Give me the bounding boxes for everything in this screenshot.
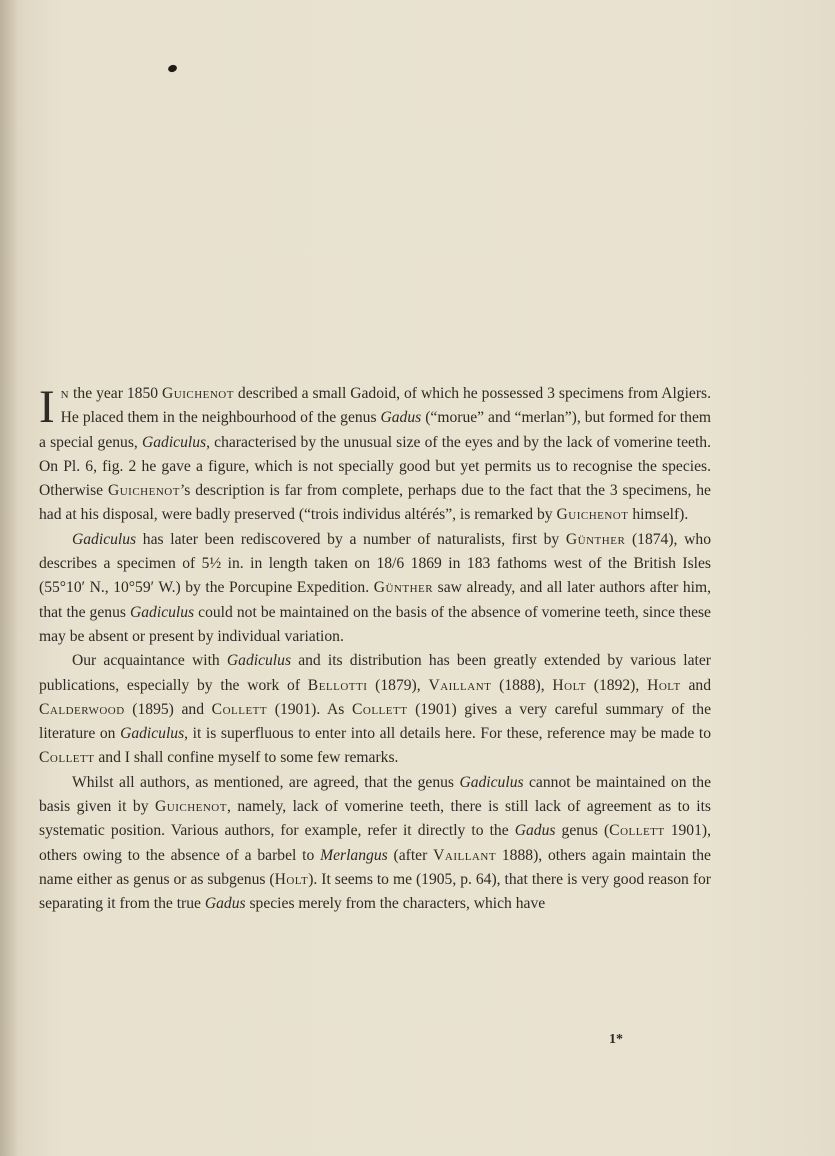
author-name: Guichenot (162, 385, 234, 402)
text-run: described a small Gadoid, of which he possessed 3 specimens from Algiers. He placed them in the neighbourhood of the genus (60, 385, 711, 427)
text-run: 1901), others owing to the absence of a barbel to (39, 822, 711, 864)
text-run: (1892), (586, 676, 648, 694)
author-name: Vaillant (428, 676, 492, 694)
text-run: n (60, 385, 70, 402)
spine-shadow (0, 0, 18, 1156)
genus-name: Gadiculus (459, 773, 524, 791)
paragraph (39, 528, 711, 649)
text-run: cannot be maintained on the basis given it by (39, 773, 712, 816)
text-run: , it is superfluous to enter into all details here. For these, reference may be made to (184, 725, 711, 743)
text-run: , namely, lack of vomerine teeth, there is still lack of agreement as to its systematic position. Various authors, for example, refer it directly to the (39, 798, 712, 840)
author-name: Günther (565, 530, 626, 548)
text-run: (1901) gives a very careful summary of the literature on (39, 700, 711, 743)
text-run: 1888), others again maintain the name either as genus or as subgenus ( (39, 846, 711, 888)
author-name: Collett (39, 749, 95, 767)
text-run: saw already, and all later authors after him, that the genus (39, 579, 711, 621)
text-run: and (680, 676, 711, 694)
genus-name: Gadus (380, 409, 422, 427)
text-run: ). It seems to me (1905, p. 64), that there is very good reason for separating it from the true (39, 870, 711, 913)
author-name: Bellotti (307, 676, 368, 694)
text-run: (after (387, 846, 434, 864)
author-name: Collett (609, 822, 665, 840)
paragraph (39, 382, 711, 528)
paragraph (39, 771, 711, 917)
text-run: Whilst all authors, as mentioned, are agreed, that the genus (72, 773, 460, 791)
text-run: and I shall confine myself to some few remarks. (94, 749, 399, 767)
genus-name: Gadus (204, 895, 246, 913)
author-name: Guichenot (107, 482, 180, 500)
author-name: Collett (211, 700, 268, 718)
author-name: Collett (351, 700, 408, 718)
drop-cap: I (39, 381, 55, 433)
paragraph (39, 649, 711, 770)
text-run: (1874), who describes a specimen of 5½ in. in length taken on 18/6 1869 in 183 fathoms west of the British Isles (55°10′ N., 10°59′ W.) by the Porcupine Expedition. (39, 530, 712, 597)
author-name: Guichenot (154, 798, 227, 816)
text-run: (1901). As (267, 700, 352, 718)
text-run: could not be maintained on the basis of the absence of vomerine teeth, since these may be absent or present by individual variation. (39, 603, 711, 645)
text-run: (1879), (367, 676, 429, 694)
text-run: Our acquaintance with (72, 652, 227, 670)
genus-name: Gadus (514, 822, 556, 840)
text-run: ’s description is far from complete, perhaps due to the fact that the 3 specimens, he had at his disposal, were badly preserved (“trois individus altérés”, is remarked by (39, 482, 711, 524)
text-run: (1895) and (124, 700, 212, 718)
text-run: , characterised by the unusual size of the eyes and by the lack of vomerine teeth. On Pl. 6, fig. 2 he gave a figure, which is not specially good but yet permits us to recognise the species. Otherwise (39, 433, 711, 500)
genus-name: Gadiculus (130, 603, 195, 621)
text-run: has later been rediscovered by a number of naturalists, first by (136, 530, 566, 548)
genus-name: Gadiculus (226, 652, 292, 670)
page-number: 1* (609, 1032, 623, 1047)
author-name: Calderwood (39, 700, 125, 718)
author-name: Günther (373, 579, 434, 597)
genus-name: Gadiculus (120, 725, 185, 743)
author-name: Holt (647, 676, 681, 694)
ink-spot-mark (167, 64, 178, 74)
author-name: Vaillant (433, 846, 497, 864)
genus-name: Merlangus (320, 846, 388, 864)
text-run: (“morue” and “merlan”), but formed for them a special genus, (39, 409, 711, 451)
text-run: himself). (628, 506, 689, 524)
genus-name: Gadiculus (72, 530, 137, 548)
text-run: the year 1850 (69, 385, 162, 402)
text-run: and its distribution has been greatly extended by various later publications, especially by the work of (39, 652, 711, 694)
author-name: Guichenot (556, 506, 629, 524)
body-text (39, 382, 711, 917)
author-name: Holt (274, 870, 309, 888)
text-run: genus ( (555, 822, 610, 840)
text-run: (1888), (491, 676, 553, 694)
genus-name: Gadiculus (141, 433, 207, 451)
text-run: species merely from the characters, which have (245, 895, 546, 913)
author-name: Holt (552, 676, 587, 694)
